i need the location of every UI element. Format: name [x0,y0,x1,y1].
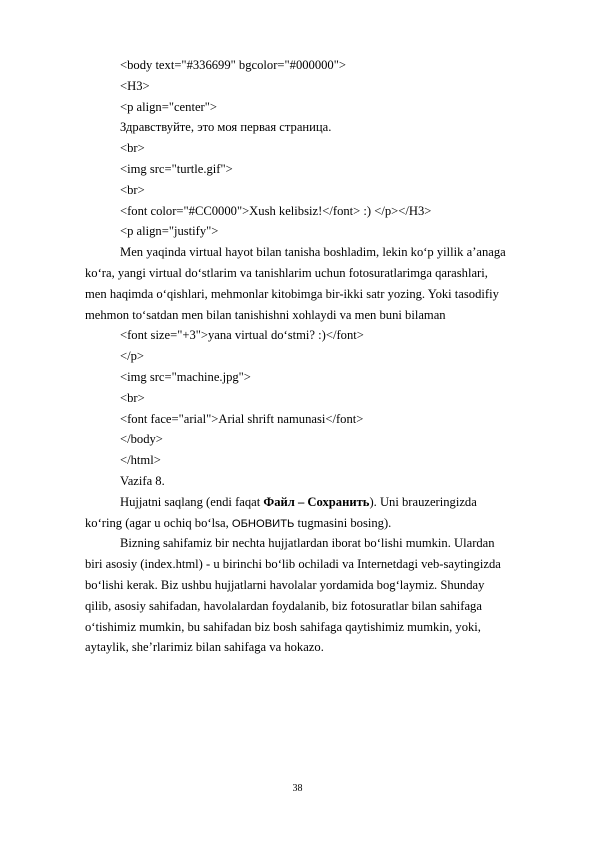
task-label: Vazifa 8. [120,473,165,488]
code-line: <body text="#336699" bgcolor="#000000"> [120,58,346,72]
paragraph-line: men haqimda o‘qishlari, mehmonlar kitobimga bir-ikki satr yozing. Yoki tasodifiy [85,286,499,301]
paragraph-line: bo‘lishi kerak. Biz ushbu hujjatlarni havolalar yordamida bog‘laymiz. Shunday [85,577,485,592]
task-text: Hujjatni saqlang (endi faqat [120,494,264,509]
task-line [85,513,549,534]
task-text: ). Uni brauzeringizda [369,494,477,509]
code-line: <p align="center"> [120,99,217,114]
document-page [85,55,549,658]
code-line: <br> [120,141,145,156]
code-line: <img src="machine.jpg"> [120,369,251,384]
page-number: 38 [292,783,303,794]
paragraph-line: aytaylik, she’rlarimiz bilan sahifaga va hokazo. [85,640,324,655]
code-line: <font size="+3">yana virtual do‘stmi? :)</font> [120,328,364,343]
code-line: <img src="turtle.gif"> [120,161,233,176]
paragraph-line: Bizning sahifamiz bir nechta hujjatlardan iborat bo‘lishi mumkin. Ulardan [120,536,495,551]
code-line: </body> [120,432,163,447]
paragraph-line: qilib, asosiy sahifadan, havolalardan foydalanib, biz fotosuratlar bilan sahifaga [85,598,482,613]
menu-command: Файл – Сохранить [263,494,370,509]
paragraph-line: Men yaqinda virtual hayot bilan tanisha boshladim, lekin ko‘p yillik a’anaga [120,245,506,260]
code-line: <font face="arial">Arial shrift namunasi</font> [120,411,364,426]
paragraph-line: ko‘ra, yangi virtual do‘stlarim va tanishlarim uchun fotosuratlarimga qarashlari, [85,265,488,280]
task-text: tugmasini bosing). [294,515,392,530]
code-line: </p> [120,349,145,364]
paragraph-line: mehmon to‘satdan men bilan tanishishni xohlaydi va men buni bilaman [85,307,446,322]
code-line: <H3> [120,78,150,93]
code-line: <br> [120,390,145,405]
code-line: </html> [120,453,161,468]
task-line [85,492,549,513]
paragraph-line: biri asosiy (index.html) - u birinchi bo‘lib ochiladi va Internetdagi veb-saytingizda [85,557,501,572]
code-line: Здравствуйте, это моя первая страница. [120,120,332,135]
button-name: ОБНОВИТЬ [231,517,295,530]
code-line: <br> [120,182,145,197]
paragraph-line: o‘tishimiz mumkin, bu sahifadan biz bosh sahifaga qaytishimiz mumkin, yoki, [85,619,481,634]
code-line: <font color="#CC0000">Xush kelibsiz!</font> :) </p></H3> [120,203,432,218]
code-line: <p align="justify"> [120,224,219,239]
task-text: ko‘ring (agar u ochiq bo‘lsa, [85,515,232,530]
